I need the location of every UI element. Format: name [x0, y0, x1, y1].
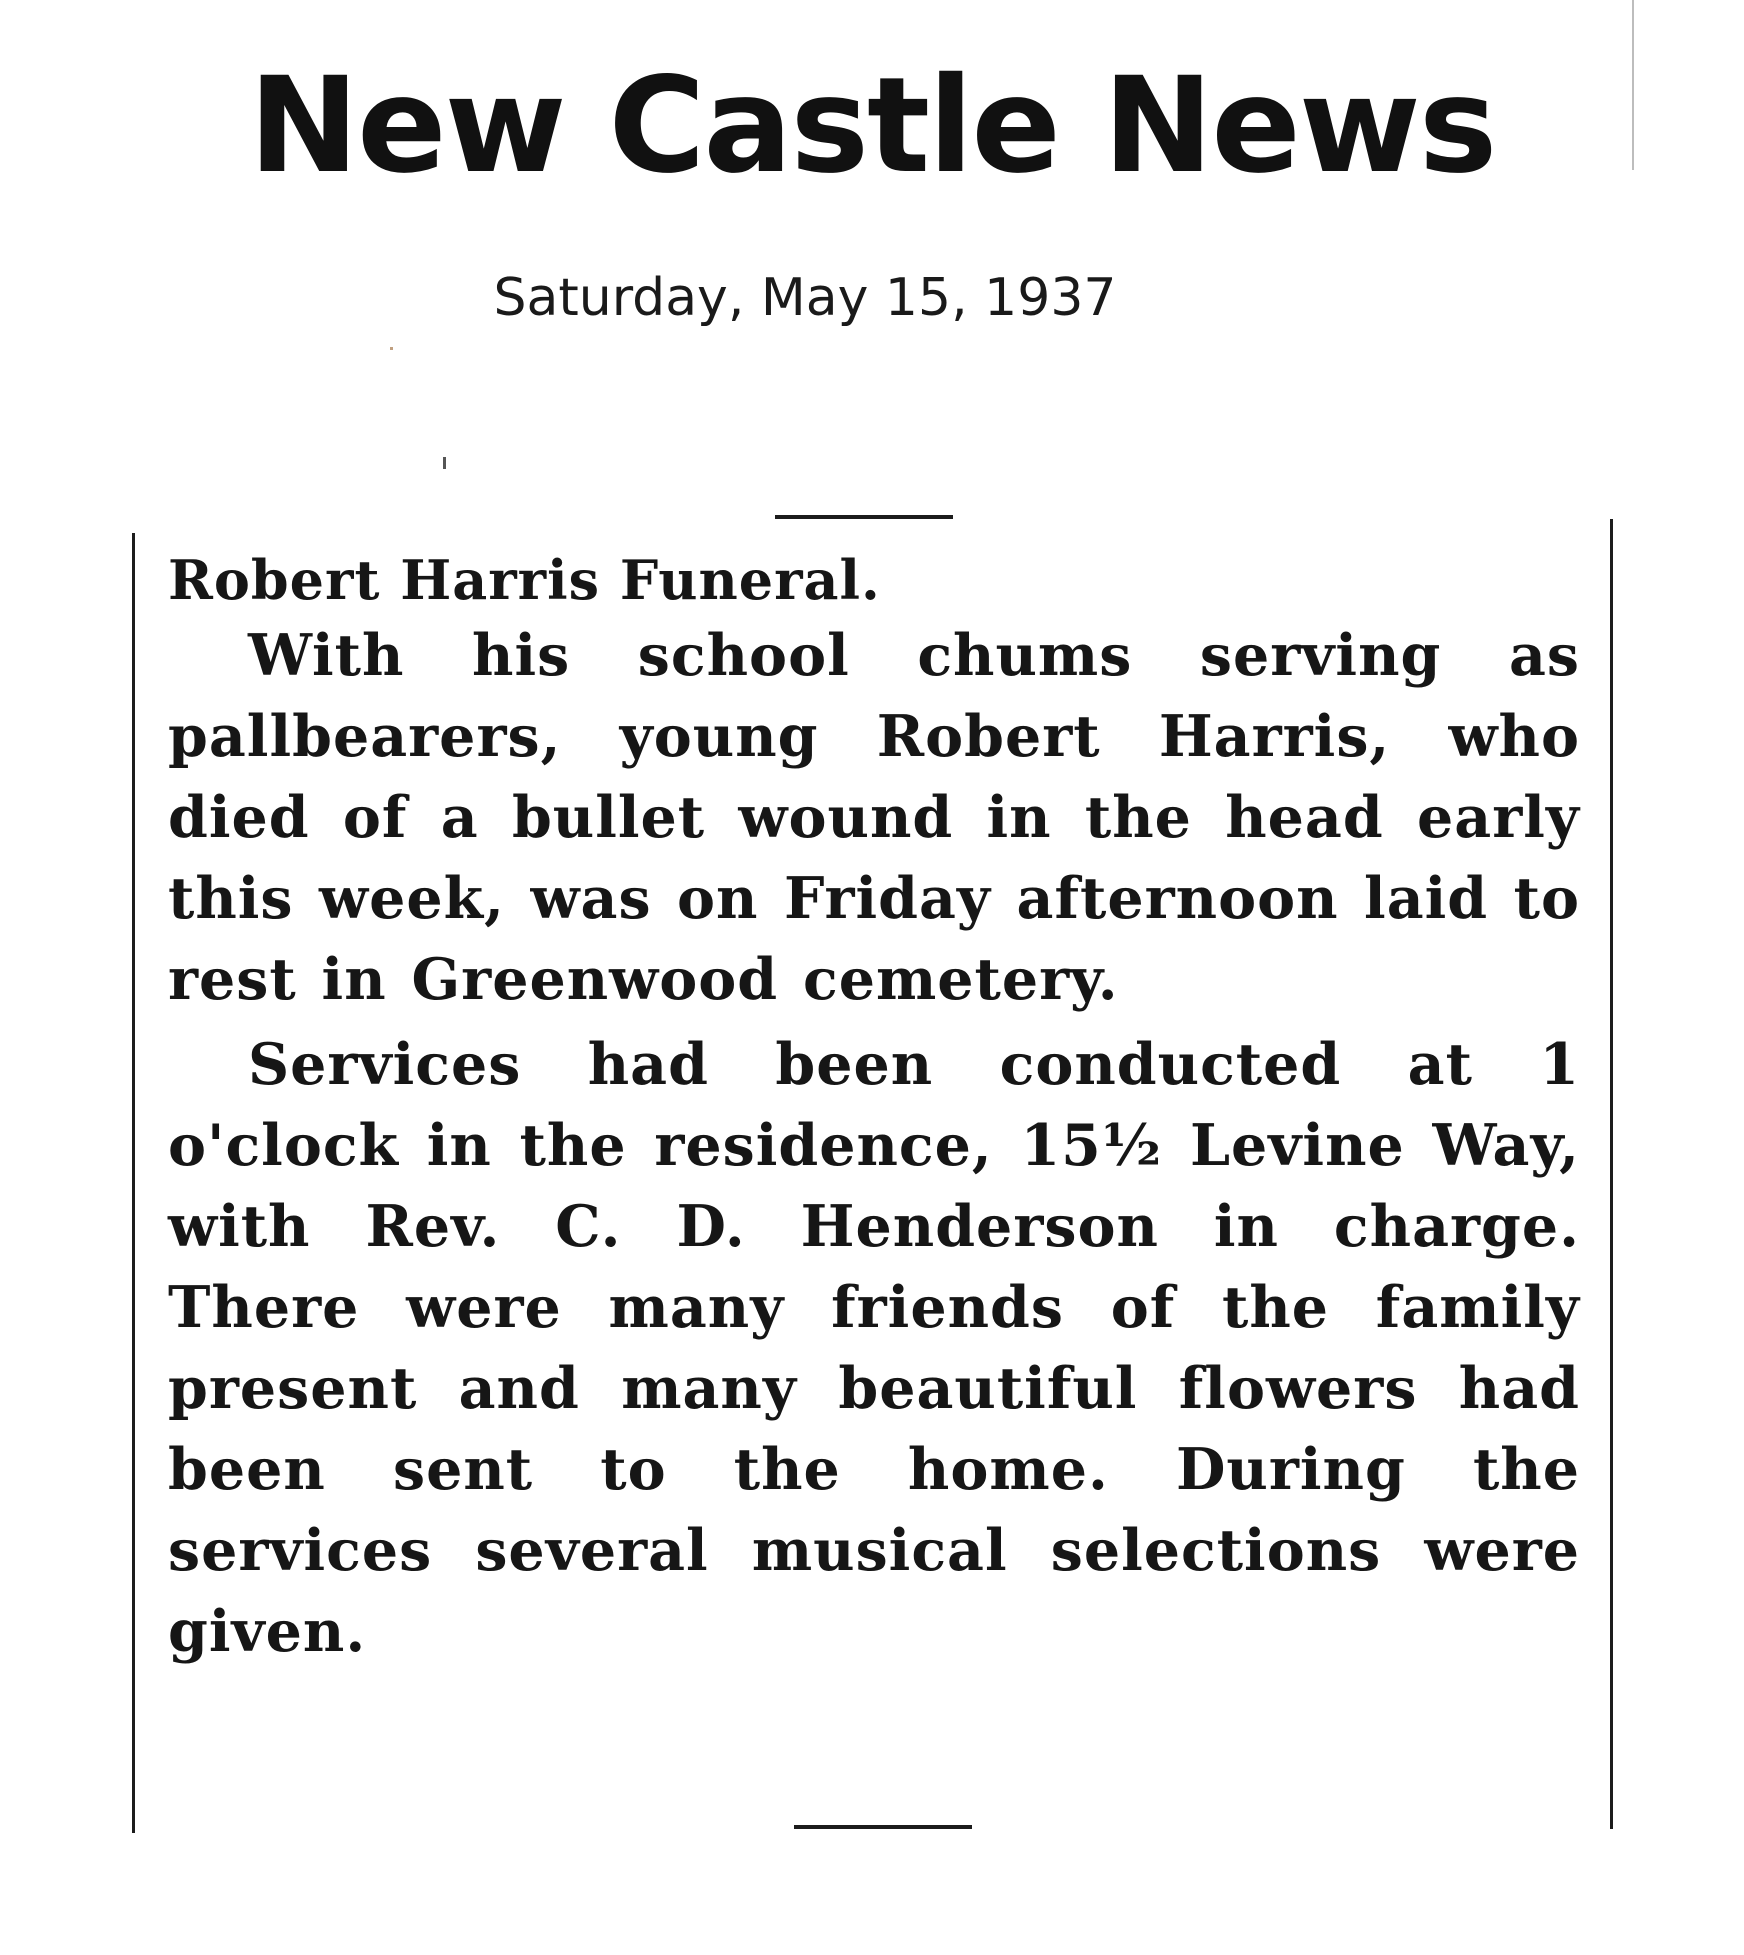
bottom-rule-divider — [794, 1825, 972, 1829]
column-border-left — [132, 533, 135, 1833]
article-paragraph-1: With his school chums serving as pallbearers, young Robert Harris, who died of a bullet wound in the head early this week, was on Friday afternoon laid to rest in Greenwood cemetery. — [168, 622, 1580, 1013]
publication-date: Saturday, May 15, 1937 — [493, 268, 1117, 328]
newspaper-title: New Castle News — [248, 49, 1496, 203]
scan-speck — [443, 457, 446, 469]
column-border-right — [1610, 519, 1613, 1829]
article-clipping — [132, 515, 1620, 1850]
top-rule-divider — [775, 515, 953, 519]
article-body — [168, 545, 1580, 1672]
article-paragraph-2: Services had been conducted at 1 o'clock in the residence, 15½ Levine Way, with Rev. C. D. Henderson in charge. There were many friends of the family present and many beautiful flowers had been sent to the home. During the services several musical selections were given. — [168, 1031, 1580, 1665]
scan-speck — [390, 347, 393, 350]
article-headline: Robert Harris Funeral. — [168, 548, 881, 612]
